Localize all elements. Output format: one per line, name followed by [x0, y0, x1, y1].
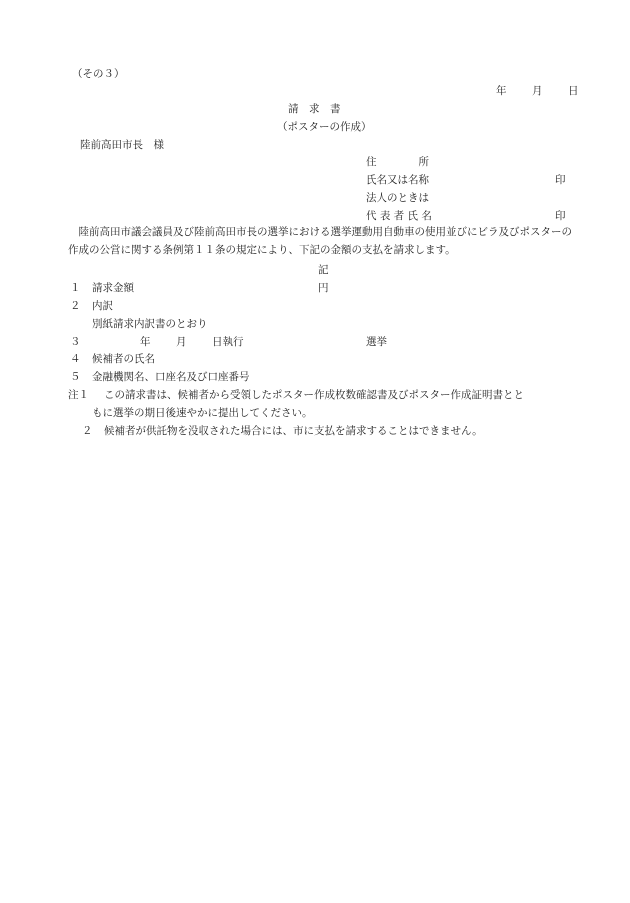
addressee: 陸前高田市長 様 — [80, 139, 164, 151]
item-number: ４ — [70, 353, 81, 365]
item-label: 請求金額 — [92, 282, 134, 294]
note-text: もに選挙の期日後速やかに提出してください。 — [92, 407, 313, 419]
date-month: 月 — [532, 85, 543, 97]
item-number: １ — [70, 282, 81, 294]
item-number: ３ — [70, 336, 81, 348]
address-label: 住 所 — [366, 156, 429, 168]
document-title: 請 求 書 — [288, 103, 341, 115]
item-sub-text: 別紙請求内訳書のとおり — [92, 318, 208, 330]
note-text: この請求書は、候補者から受領したポスター作成枚数確認書及びポスター作成証明書とと — [104, 389, 524, 401]
name-label: 氏名又は名称 — [366, 174, 429, 186]
note-text: 候補者が供託物を没収された場合には、市に支払を請求することはできません。 — [104, 425, 483, 437]
item-label: 候補者の氏名 — [92, 353, 155, 365]
date-year: 年 — [496, 85, 507, 97]
item-number: ５ — [70, 371, 81, 383]
item-label: 内訳 — [92, 300, 113, 312]
election-date-exec: 日執行 — [212, 336, 244, 348]
item-label: 金融機関名、口座名及び口座番号 — [92, 371, 250, 383]
election-label: 選挙 — [366, 336, 387, 348]
corporation-label: 法人のときは — [366, 192, 429, 204]
note-number: 注１ — [68, 389, 89, 401]
seal-mark: 印 — [555, 174, 566, 186]
form-number: （その３） — [72, 68, 125, 80]
amount-unit: 円 — [318, 282, 329, 294]
ki-heading: 記 — [318, 264, 329, 276]
body-paragraph: 陸前高田市議会議員及び陸前高田市長の選挙における選挙運動用自動車の使用並びにビラ及びポスターの作成の公営に関する条例第１１条の規定により、下記の金額の支払を請求します。 — [68, 226, 572, 256]
note-number: ２ — [82, 425, 93, 437]
date-day: 日 — [568, 85, 579, 97]
election-year: 年 — [140, 336, 151, 348]
seal-mark: 印 — [555, 210, 566, 222]
election-month: 月 — [176, 336, 187, 348]
representative-label: 代 表 者 氏 名 — [366, 210, 432, 222]
document-subtitle: （ポスターの作成） — [277, 121, 372, 133]
item-number: ２ — [70, 300, 81, 312]
